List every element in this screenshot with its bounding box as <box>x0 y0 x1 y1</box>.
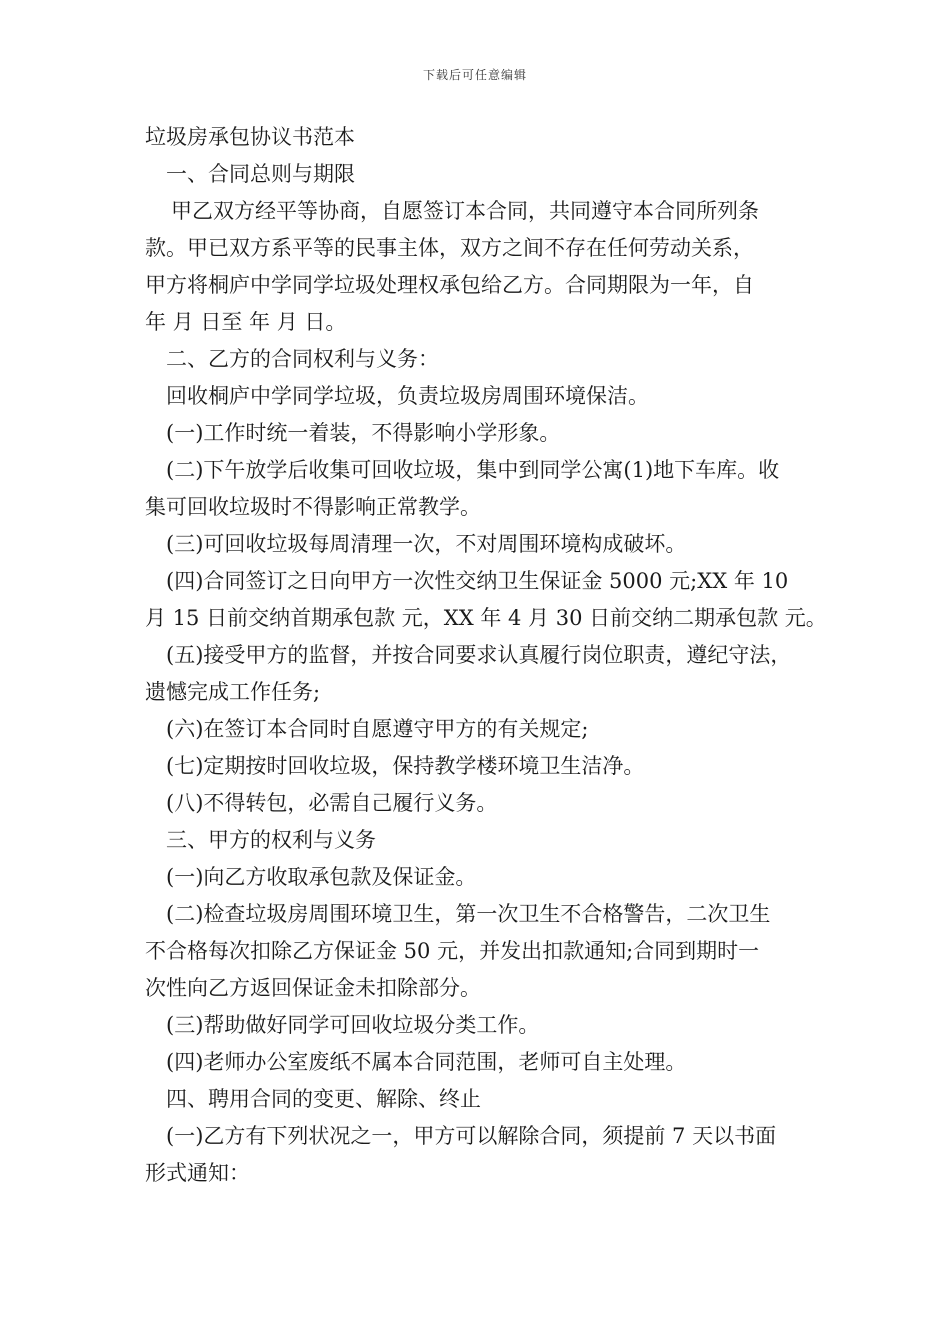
paragraph-line: 一、合同总则与期限 <box>166 162 355 186</box>
paragraph-line: 四、聘用合同的变更、解除、终止 <box>166 1087 481 1111</box>
document-title: 垃圾房承包协议书范本 <box>145 125 355 149</box>
paragraph-line: 回收桐庐中学同学垃圾，负责垃圾房周围环境保洁。 <box>166 384 649 408</box>
document-body <box>145 119 827 1192</box>
paragraph-line: 不合格每次扣除乙方保证金 50 元，并发出扣款通知;合同到期时一 <box>145 939 760 963</box>
paragraph-line: 集可回收垃圾时不得影响正常教学。 <box>145 495 481 519</box>
paragraph-line: (四)合同签订之日向甲方一次性交纳卫生保证金 5000 元;XX 年 10 <box>166 569 789 593</box>
paragraph-line: 三、甲方的权利与义务 <box>166 828 376 852</box>
paragraph-line: (五)接受甲方的监督，并按合同要求认真履行岗位职责，遵纪守法， <box>166 643 792 667</box>
paragraph-line: 遗憾完成工作任务; <box>145 680 321 704</box>
paragraph-line: (四)老师办公室废纸不属本合同范围，老师可自主处理。 <box>166 1050 687 1074</box>
paragraph-line: (八)不得转包，必需自己履行义务。 <box>166 791 498 815</box>
paragraph-line: (二)下午放学后收集可回收垃圾，集中到同学公寓(1)地下车库。收 <box>166 458 780 482</box>
paragraph-line: (一)向乙方收取承包款及保证金。 <box>166 865 477 889</box>
paragraph-line: (三)可回收垃圾每周清理一次，不对周围环境构成破坏。 <box>166 532 687 556</box>
paragraph-line: 二、乙方的合同权利与义务： <box>166 347 439 371</box>
paragraph-line: 年 月 日至 年 月 日。 <box>145 310 347 334</box>
paragraph-line: 甲乙双方经平等协商，自愿签订本合同，共同遵守本合同所列条 <box>171 199 759 223</box>
page-header: 下载后可任意编辑 <box>422 68 527 82</box>
paragraph-line: (二)检查垃圾房周围环境卫生，第一次卫生不合格警告，二次卫生 <box>166 902 771 926</box>
paragraph-line: (一)乙方有下列状况之一，甲方可以解除合同，须提前 7 天以书面 <box>166 1124 777 1148</box>
paragraph-line: 次性向乙方返回保证金未扣除部分。 <box>145 976 481 1000</box>
paragraph-line: (三)帮助做好同学可回收垃圾分类工作。 <box>166 1013 540 1037</box>
paragraph-line: (六)在签订本合同时自愿遵守甲方的有关规定; <box>166 717 589 741</box>
paragraph-line: 形式通知： <box>145 1161 250 1185</box>
paragraph-line: 月 15 日前交纳首期承包款 元，XX 年 4 月 30 日前交纳二期承包款 元。 <box>145 606 827 630</box>
paragraph-line: (七)定期按时回收垃圾，保持教学楼环境卫生洁净。 <box>166 754 645 778</box>
paragraph-line: 款。甲已双方系平等的民事主体，双方之间不存在任何劳动关系， <box>145 236 754 260</box>
paragraph-line: (一)工作时统一着装，不得影响小学形象。 <box>166 421 561 445</box>
paragraph-line: 甲方将桐庐中学同学垃圾处理权承包给乙方。合同期限为一年，自 <box>145 273 754 297</box>
